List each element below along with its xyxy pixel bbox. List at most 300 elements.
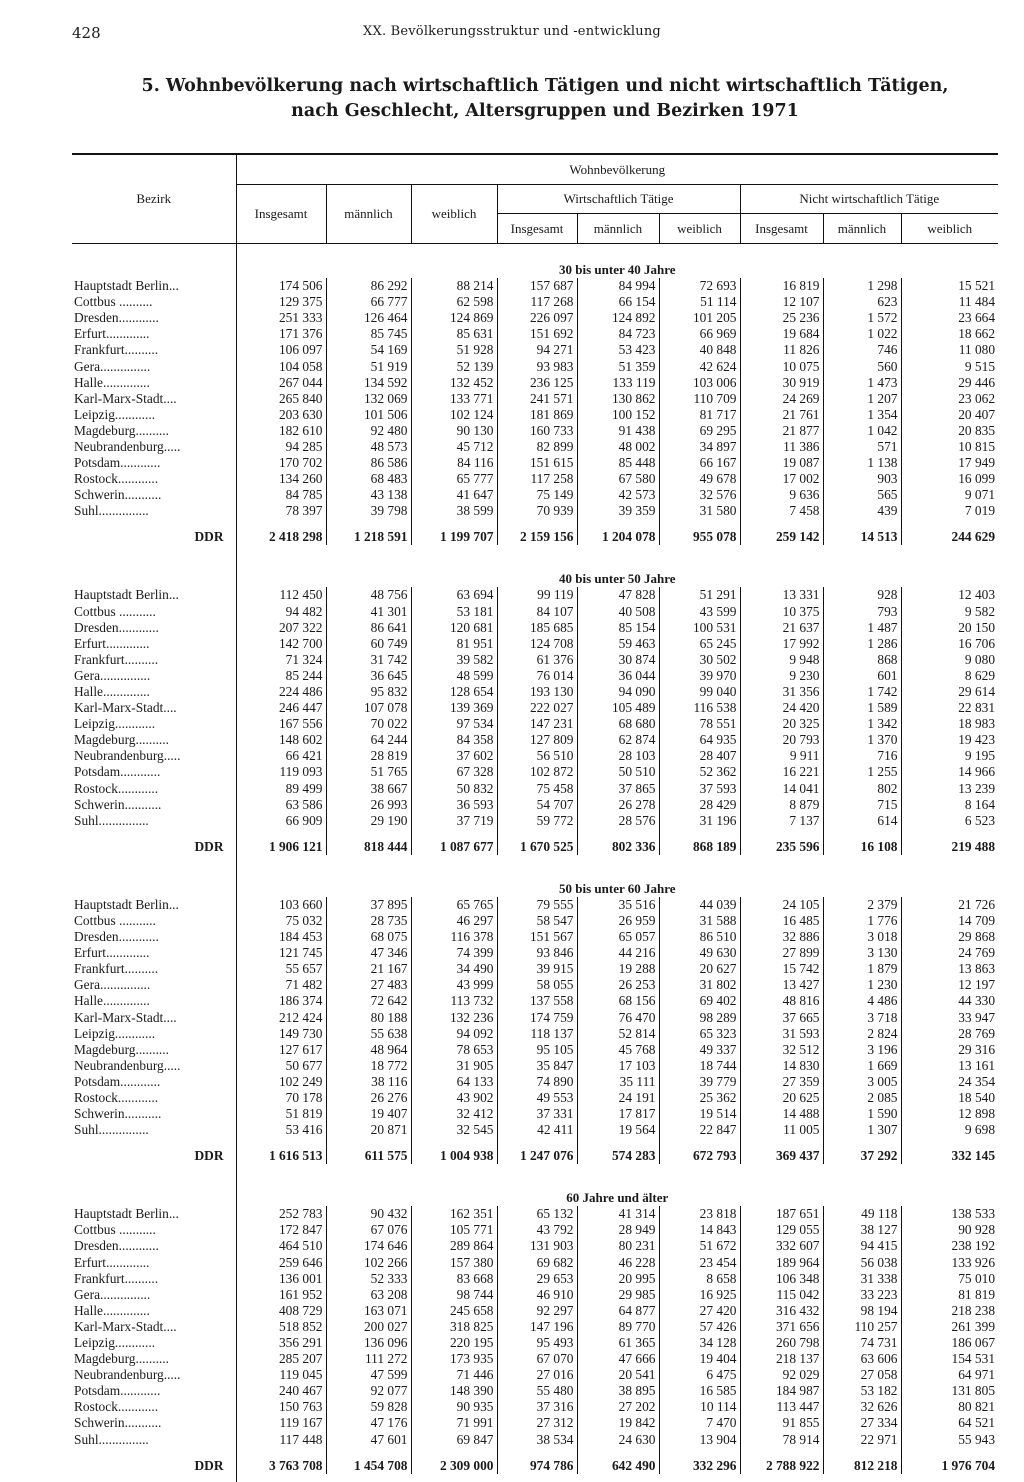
table-cell: 37 865 (577, 781, 659, 797)
header-nwt-insgesamt: Insgesamt (740, 214, 823, 244)
total-cell: 2 788 922 (740, 1458, 823, 1474)
table-cell: 49 678 (659, 471, 740, 487)
bezirk-name: Rostock............ (74, 471, 159, 487)
table-cell: 20 793 (740, 732, 823, 748)
bezirk-name: Erfurt............. (74, 635, 150, 651)
table-row (72, 1090, 998, 1106)
table-row (72, 1058, 998, 1074)
table-cell: 75 458 (497, 781, 577, 797)
table-cell: 71 324 (236, 652, 326, 668)
table-row (72, 1255, 998, 1271)
table-cell: 110 709 (659, 391, 740, 407)
total-cell: 611 575 (326, 1148, 411, 1164)
table-cell: 102 872 (497, 764, 577, 780)
table-row (72, 1026, 998, 1042)
table-cell: 70 939 (497, 503, 577, 519)
age-group-label: 40 bis unter 50 Jahre (236, 553, 998, 587)
table-cell: 11 080 (901, 342, 998, 358)
table-cell: 28 735 (326, 913, 411, 929)
total-label: DDR (194, 1148, 224, 1164)
table-cell: 69 402 (659, 993, 740, 1009)
table-cell: 30 919 (740, 375, 823, 391)
table-row (72, 358, 998, 374)
table-cell: 20 995 (577, 1271, 659, 1287)
table-cell: 9 080 (901, 652, 998, 668)
bezirk-name: Potsdam............ (74, 1383, 161, 1399)
table-cell: 52 814 (577, 1026, 659, 1042)
table-cell: 94 271 (497, 342, 577, 358)
table-cell: 12 197 (901, 977, 998, 993)
bezirk-name: Neubrandenburg..... (74, 1057, 181, 1073)
table-cell: 37 316 (497, 1399, 577, 1415)
table-cell: 38 534 (497, 1432, 577, 1448)
table-cell: 25 236 (740, 310, 823, 326)
table-cell: 14 843 (659, 1222, 740, 1238)
table-cell: 27 016 (497, 1367, 577, 1383)
table-row (72, 1042, 998, 1058)
table-cell: 16 925 (659, 1287, 740, 1303)
header-nwt-weiblich: weiblich (901, 214, 998, 244)
table-row (72, 1415, 998, 1431)
table-cell: 31 580 (659, 503, 740, 519)
table-cell: 1 307 (823, 1122, 901, 1138)
table-row (72, 813, 998, 829)
table-cell: 90 928 (901, 1222, 998, 1238)
table-cell: 54 169 (326, 342, 411, 358)
total-cell: 818 444 (326, 839, 411, 855)
table-cell: 171 376 (236, 326, 326, 342)
table-cell: 47 666 (577, 1351, 659, 1367)
table-cell: 45 712 (411, 439, 497, 455)
bezirk-name: Leipzig............ (74, 716, 156, 732)
table-cell: 67 328 (411, 764, 497, 780)
table-cell: 84 358 (411, 732, 497, 748)
table-cell: 97 534 (411, 716, 497, 732)
table-cell: 14 709 (901, 913, 998, 929)
table-cell: 1 342 (823, 716, 901, 732)
table-cell: 1 207 (823, 391, 901, 407)
table-cell: 1 742 (823, 684, 901, 700)
table-cell: 132 452 (411, 375, 497, 391)
table-cell: 11 005 (740, 1122, 823, 1138)
total-row (72, 1458, 998, 1474)
table-cell: 21 877 (740, 423, 823, 439)
table-cell: 289 864 (411, 1238, 497, 1254)
table-cell: 226 097 (497, 310, 577, 326)
table-cell: 119 167 (236, 1415, 326, 1431)
table-cell: 128 654 (411, 684, 497, 700)
table-cell: 138 533 (901, 1206, 998, 1222)
total-row (72, 529, 998, 545)
table-cell: 3 018 (823, 929, 901, 945)
total-cell: 259 142 (740, 529, 823, 545)
table-cell: 8 629 (901, 668, 998, 684)
table-cell: 45 768 (577, 1042, 659, 1058)
table-cell: 44 330 (901, 993, 998, 1009)
total-cell: 2 309 000 (411, 1458, 497, 1474)
table-cell: 218 238 (901, 1303, 998, 1319)
table-cell: 207 322 (236, 620, 326, 636)
bezirk-name: Gera............... (74, 667, 151, 683)
bezirk-name: Frankfurt.......... (74, 651, 159, 667)
table-cell: 63 208 (326, 1287, 411, 1303)
table-cell: 174 646 (326, 1238, 411, 1254)
table-row (72, 929, 998, 945)
table-cell: 48 599 (411, 668, 497, 684)
table-cell: 31 802 (659, 977, 740, 993)
table-cell: 33 947 (901, 1009, 998, 1025)
table-cell: 185 685 (497, 620, 577, 636)
table-cell: 6 475 (659, 1367, 740, 1383)
table-cell: 7 470 (659, 1415, 740, 1431)
table-row (72, 977, 998, 993)
table-cell: 67 580 (577, 471, 659, 487)
bezirk-name: Halle.............. (74, 1302, 150, 1318)
table-cell: 251 333 (236, 310, 326, 326)
table-cell: 69 682 (497, 1255, 577, 1271)
table-cell: 105 489 (577, 700, 659, 716)
table-cell: 104 058 (236, 358, 326, 374)
table-cell: 48 002 (577, 439, 659, 455)
bezirk-name: Karl-Marx-Stadt.... (74, 1318, 177, 1334)
table-cell: 102 124 (411, 407, 497, 423)
header-weiblich: weiblich (411, 185, 497, 244)
table-cell: 240 467 (236, 1383, 326, 1399)
table-cell: 1 487 (823, 620, 901, 636)
header-nicht-wirtschaftlich-taetige: Nicht wirtschaftlich Tätige (740, 185, 998, 214)
table-cell: 131 805 (901, 1383, 998, 1399)
table-cell: 79 555 (497, 897, 577, 913)
table-cell: 43 792 (497, 1222, 577, 1238)
table-cell: 13 904 (659, 1432, 740, 1448)
table-cell: 44 216 (577, 945, 659, 961)
table-cell: 134 592 (326, 375, 411, 391)
table-cell: 27 334 (823, 1415, 901, 1431)
table-cell: 78 653 (411, 1042, 497, 1058)
table-cell: 9 948 (740, 652, 823, 668)
table-cell: 127 809 (497, 732, 577, 748)
table-cell: 121 745 (236, 945, 326, 961)
table-cell: 184 987 (740, 1383, 823, 1399)
total-cell: 1 204 078 (577, 529, 659, 545)
table-cell: 13 161 (901, 1058, 998, 1074)
table-cell: 24 354 (901, 1074, 998, 1090)
table-cell: 95 105 (497, 1042, 577, 1058)
table-cell: 68 075 (326, 929, 411, 945)
table-cell: 27 058 (823, 1367, 901, 1383)
table-cell: 85 244 (236, 668, 326, 684)
table-cell: 181 869 (497, 407, 577, 423)
table-cell: 36 044 (577, 668, 659, 684)
table-cell: 55 638 (326, 1026, 411, 1042)
table-cell: 42 573 (577, 487, 659, 503)
age-group-row (72, 1172, 998, 1206)
spacer-row (72, 1474, 998, 1482)
table-body (72, 244, 998, 1482)
table-row (72, 1009, 998, 1025)
table-cell: 1 589 (823, 700, 901, 716)
table-cell: 43 599 (659, 604, 740, 620)
table-row (72, 764, 998, 780)
bezirk-name: Neubrandenburg..... (74, 438, 181, 454)
table-cell: 560 (823, 358, 901, 374)
table-cell: 29 316 (901, 1042, 998, 1058)
table-cell: 86 586 (326, 455, 411, 471)
table-cell: 81 951 (411, 636, 497, 652)
table-cell: 1 370 (823, 732, 901, 748)
bezirk-name: Magdeburg.......... (74, 422, 169, 438)
table-cell: 102 249 (236, 1074, 326, 1090)
table-cell: 19 407 (326, 1106, 411, 1122)
table-title (0, 74, 1024, 123)
table-cell: 32 412 (411, 1106, 497, 1122)
table-cell: 9 636 (740, 487, 823, 503)
table-row (72, 636, 998, 652)
table-cell: 65 777 (411, 471, 497, 487)
table-row (72, 423, 998, 439)
table-cell: 21 167 (326, 961, 411, 977)
table-cell: 29 446 (901, 375, 998, 391)
table-cell: 94 092 (411, 1026, 497, 1042)
table-cell: 10 375 (740, 604, 823, 620)
table-row (72, 732, 998, 748)
table-cell: 51 765 (326, 764, 411, 780)
table-cell: 18 983 (901, 716, 998, 732)
total-cell: 1 454 708 (326, 1458, 411, 1474)
table-cell: 14 966 (901, 764, 998, 780)
spacer-row (72, 855, 998, 863)
table-cell: 147 231 (497, 716, 577, 732)
table-cell: 111 272 (326, 1351, 411, 1367)
total-cell: 974 786 (497, 1458, 577, 1474)
total-cell: 369 437 (740, 1148, 823, 1164)
table-cell: 62 874 (577, 732, 659, 748)
table-cell: 8 658 (659, 1271, 740, 1287)
table-cell: 19 564 (577, 1122, 659, 1138)
table-cell: 793 (823, 604, 901, 620)
header-bezirk: Bezirk (72, 154, 236, 244)
table-cell: 157 687 (497, 278, 577, 294)
table-cell: 17 103 (577, 1058, 659, 1074)
table-cell: 67 070 (497, 1351, 577, 1367)
table-cell: 127 617 (236, 1042, 326, 1058)
bezirk-name: Suhl............... (74, 503, 149, 519)
table-cell: 222 027 (497, 700, 577, 716)
table-cell: 16 099 (901, 471, 998, 487)
table-cell: 65 245 (659, 636, 740, 652)
table-cell: 46 910 (497, 1287, 577, 1303)
table-row (72, 781, 998, 797)
table-cell: 236 125 (497, 375, 577, 391)
table-cell: 33 223 (823, 1287, 901, 1303)
table-cell: 34 490 (411, 961, 497, 977)
table-cell: 139 369 (411, 700, 497, 716)
table-cell: 99 040 (659, 684, 740, 700)
total-cell: 642 490 (577, 1458, 659, 1474)
table-cell: 29 985 (577, 1287, 659, 1303)
table-cell: 614 (823, 813, 901, 829)
table-cell: 53 423 (577, 342, 659, 358)
table-cell: 34 128 (659, 1335, 740, 1351)
bezirk-name: Halle.............. (74, 374, 150, 390)
table-cell: 56 038 (823, 1255, 901, 1271)
table-row (72, 993, 998, 1009)
bezirk-name: Magdeburg.......... (74, 1351, 169, 1367)
table-cell: 82 899 (497, 439, 577, 455)
table-cell: 149 730 (236, 1026, 326, 1042)
table-cell: 28 819 (326, 748, 411, 764)
bezirk-name: Potsdam............ (74, 764, 161, 780)
table-cell: 50 510 (577, 764, 659, 780)
total-cell: 802 336 (577, 839, 659, 855)
table-cell: 148 390 (411, 1383, 497, 1399)
table-cell: 39 359 (577, 503, 659, 519)
header-wt-weiblich: weiblich (659, 214, 740, 244)
table-cell: 9 515 (901, 358, 998, 374)
table-cell: 106 348 (740, 1271, 823, 1287)
table-cell: 19 684 (740, 326, 823, 342)
table-cell: 61 376 (497, 652, 577, 668)
table-cell: 74 399 (411, 945, 497, 961)
table-row (72, 1122, 998, 1138)
table-cell: 106 097 (236, 342, 326, 358)
table-cell: 46 297 (411, 913, 497, 929)
table-cell: 31 593 (740, 1026, 823, 1042)
table-row (72, 455, 998, 471)
table-cell: 63 586 (236, 797, 326, 813)
table-cell: 15 521 (901, 278, 998, 294)
table-cell: 53 181 (411, 604, 497, 620)
bezirk-name: Cottbus ........... (74, 603, 156, 619)
bezirk-name: Schwerin........... (74, 1415, 162, 1431)
table-cell: 17 992 (740, 636, 823, 652)
table-cell: 27 420 (659, 1303, 740, 1319)
age-group-row (72, 553, 998, 587)
table-cell: 90 130 (411, 423, 497, 439)
table-cell: 26 959 (577, 913, 659, 929)
title-line-1: 5. Wohnbevölkerung nach wirtschaftlich Tätigen und nicht wirtschaftlich Tätigen, (141, 76, 949, 96)
table-cell: 59 772 (497, 813, 577, 829)
table-cell: 28 769 (901, 1026, 998, 1042)
table-row (72, 897, 998, 913)
table-cell: 93 846 (497, 945, 577, 961)
table-cell: 88 214 (411, 278, 497, 294)
bezirk-name: Frankfurt.......... (74, 961, 159, 977)
bezirk-name: Erfurt............. (74, 1254, 150, 1270)
table-cell: 4 486 (823, 993, 901, 1009)
table-row (72, 310, 998, 326)
bezirk-name: Schwerin........... (74, 1106, 162, 1122)
spacer-row (72, 1448, 998, 1458)
table-cell: 601 (823, 668, 901, 684)
table-cell: 81 717 (659, 407, 740, 423)
table-cell: 142 700 (236, 636, 326, 652)
table-cell: 132 236 (411, 1009, 497, 1025)
table-cell: 37 719 (411, 813, 497, 829)
total-cell: 574 283 (577, 1148, 659, 1164)
table-cell: 9 698 (901, 1122, 998, 1138)
table-cell: 16 221 (740, 764, 823, 780)
bezirk-name: Neubrandenburg..... (74, 1367, 181, 1383)
table-cell: 124 869 (411, 310, 497, 326)
table-row (72, 620, 998, 636)
spacer-row (72, 545, 998, 553)
bezirk-name: Frankfurt.......... (74, 1270, 159, 1286)
table-cell: 11 484 (901, 294, 998, 310)
table-cell: 68 680 (577, 716, 659, 732)
table-cell: 28 949 (577, 1222, 659, 1238)
table-cell: 51 819 (236, 1106, 326, 1122)
table-cell: 148 602 (236, 732, 326, 748)
table-cell: 518 852 (236, 1319, 326, 1335)
table-cell: 80 231 (577, 1238, 659, 1254)
total-cell: 235 596 (740, 839, 823, 855)
table-cell: 29 868 (901, 929, 998, 945)
bezirk-name: Neubrandenburg..... (74, 748, 181, 764)
table-cell: 17 817 (577, 1106, 659, 1122)
age-group-row (72, 863, 998, 897)
table-cell: 76 014 (497, 668, 577, 684)
table-cell: 126 464 (326, 310, 411, 326)
table-cell: 22 847 (659, 1122, 740, 1138)
table-row (72, 326, 998, 342)
table-cell: 802 (823, 781, 901, 797)
table-cell: 66 167 (659, 455, 740, 471)
bezirk-name: Rostock............ (74, 1399, 159, 1415)
table-cell: 6 523 (901, 813, 998, 829)
table-cell: 86 292 (326, 278, 411, 294)
table-cell: 716 (823, 748, 901, 764)
table-cell: 98 194 (823, 1303, 901, 1319)
spacer-row (72, 519, 998, 529)
table-cell: 80 188 (326, 1009, 411, 1025)
table-cell: 69 295 (659, 423, 740, 439)
table-cell: 52 333 (326, 1271, 411, 1287)
table-row (72, 375, 998, 391)
table-cell: 48 756 (326, 587, 411, 603)
table-cell: 14 830 (740, 1058, 823, 1074)
table-cell: 316 432 (740, 1303, 823, 1319)
total-label: DDR (194, 1457, 224, 1473)
table-cell: 100 531 (659, 620, 740, 636)
total-cell: 1 004 938 (411, 1148, 497, 1164)
table-cell: 48 573 (326, 439, 411, 455)
table-cell: 64 877 (577, 1303, 659, 1319)
table-cell: 71 482 (236, 977, 326, 993)
total-cell: 955 078 (659, 529, 740, 545)
table-cell: 173 935 (411, 1351, 497, 1367)
table-cell: 29 614 (901, 684, 998, 700)
table-cell: 8 164 (901, 797, 998, 813)
total-cell: 14 513 (823, 529, 901, 545)
table-cell: 439 (823, 503, 901, 519)
table-row (72, 1319, 998, 1335)
page-number: 428 (72, 24, 101, 42)
bezirk-name: Halle.............. (74, 993, 150, 1009)
table-cell: 1 138 (823, 455, 901, 471)
total-cell: 244 629 (901, 529, 998, 545)
bezirk-name: Leipzig............ (74, 406, 156, 422)
bezirk-name: Leipzig............ (74, 1025, 156, 1041)
table-cell: 89 499 (236, 781, 326, 797)
table-cell: 136 001 (236, 1271, 326, 1287)
table-cell: 903 (823, 471, 901, 487)
table-cell: 136 096 (326, 1335, 411, 1351)
bezirk-name: Dresden............ (74, 619, 159, 635)
table-cell: 39 915 (497, 961, 577, 977)
table-row (72, 797, 998, 813)
table-cell: 86 641 (326, 620, 411, 636)
